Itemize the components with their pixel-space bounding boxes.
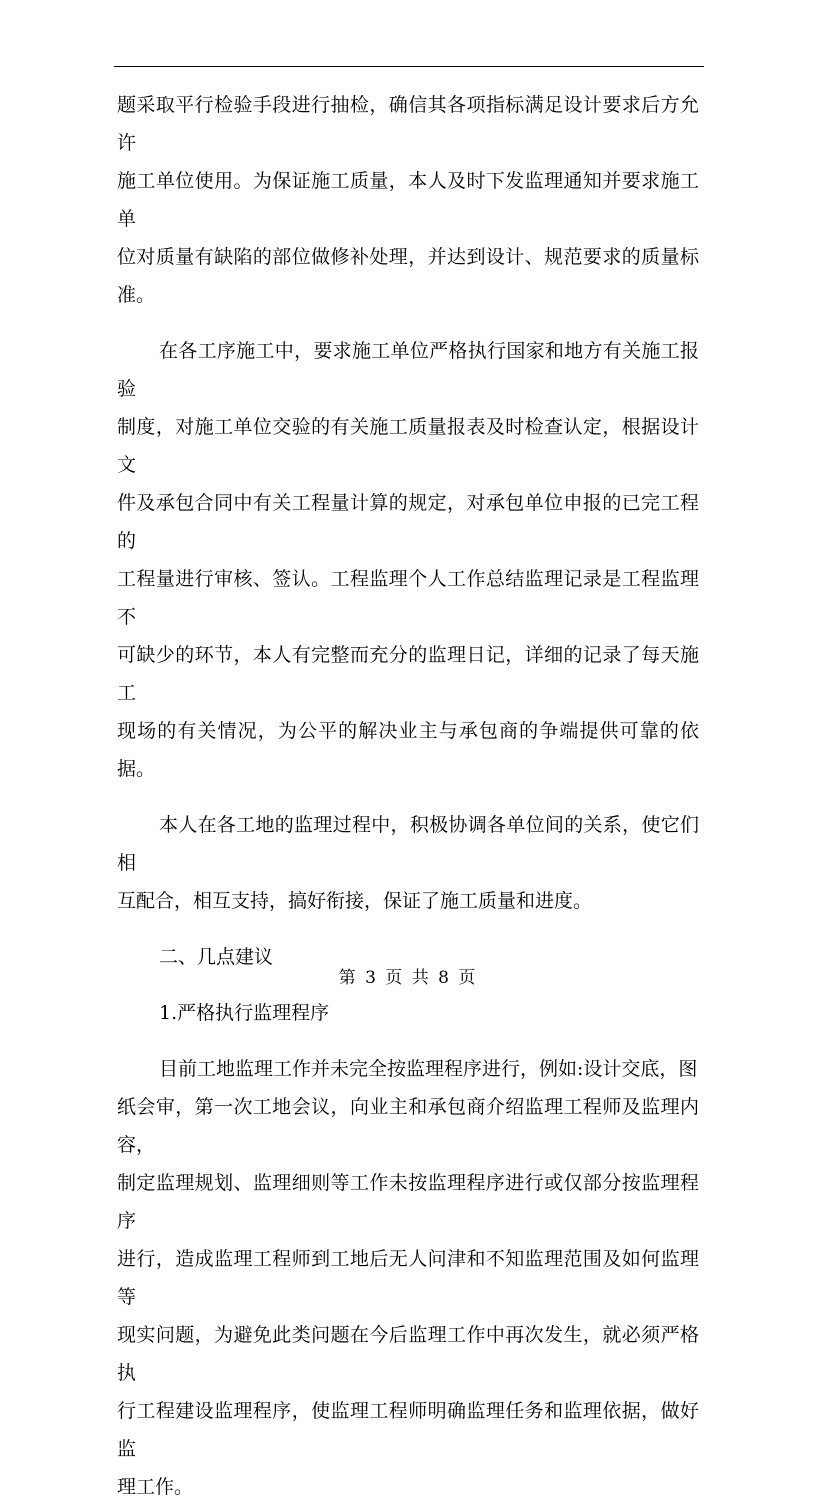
- text-line: 件及承包合同中有关工程量计算的规定，对承包单位申报的已完工程的: [117, 492, 699, 552]
- text-line: 目前工地监理工作并未完全按监理程序进行，例如:设计交底，图: [159, 1058, 698, 1080]
- text-line: 现场的有关情况，为公平的解决业主与承包商的争端提供可靠的依据。: [117, 720, 699, 780]
- text-line: 行工程建设监理程序，使监理工程师明确监理任务和监理依据，做好监: [117, 1400, 699, 1460]
- section-heading: 二、几点建议: [159, 946, 274, 968]
- paragraph-process-construction: [117, 332, 699, 788]
- text-line: 互配合，相互支持，搞好衔接，保证了施工质量和进度。: [117, 890, 593, 912]
- text-line: 位对质量有缺陷的部位做修补处理，并达到设计、规范要求的质量标准。: [117, 246, 699, 306]
- document-body: [117, 86, 699, 1506]
- text-line: 制定监理规划、监理细则等工作未按监理程序进行或仅部分按监理程序: [117, 1172, 699, 1232]
- text-line: 施工单位使用。为保证施工质量，本人及时下发监理通知并要求施工单: [117, 170, 699, 230]
- paragraph-current-issues: [117, 1050, 699, 1506]
- subsection-heading-procedure: [117, 994, 699, 1032]
- paragraph-coordination: [117, 806, 699, 920]
- text-line: 理工作。: [117, 1476, 194, 1498]
- text-line: 纸会审，第一次工地会议，向业主和承包商介绍监理工程师及监理内容，: [117, 1096, 699, 1156]
- text-line: 在各工序施工中，要求施工单位严格执行国家和地方有关施工报验: [117, 340, 699, 400]
- text-line: 可缺少的环节，本人有完整而充分的监理日记，详细的记录了每天施工: [117, 644, 699, 704]
- page-number: 第 3 页 共 8 页: [338, 968, 478, 988]
- paragraph-quality-inspection: [117, 86, 699, 314]
- text-line: 题采取平行检验手段进行抽检，确信其各项指标满足设计要求后方允许: [117, 94, 699, 154]
- text-line: 制度，对施工单位交验的有关施工质量报表及时检查认定，根据设计文: [117, 416, 699, 476]
- text-line: 本人在各工地的监理过程中，积极协调各单位间的关系，使它们相: [117, 814, 699, 874]
- text-line: 现实问题，为避免此类问题在今后监理工作中再次发生，就必须严格执: [117, 1324, 699, 1384]
- text-line: 进行，造成监理工程师到工地后无人问津和不知监理范围及如何监理等: [117, 1248, 699, 1308]
- text-line: 工程量进行审核、签认。工程监理个人工作总结监理记录是工程监理不: [117, 568, 699, 628]
- header-rule: [114, 66, 704, 67]
- subsection-heading: 1.严格执行监理程序: [159, 1002, 330, 1024]
